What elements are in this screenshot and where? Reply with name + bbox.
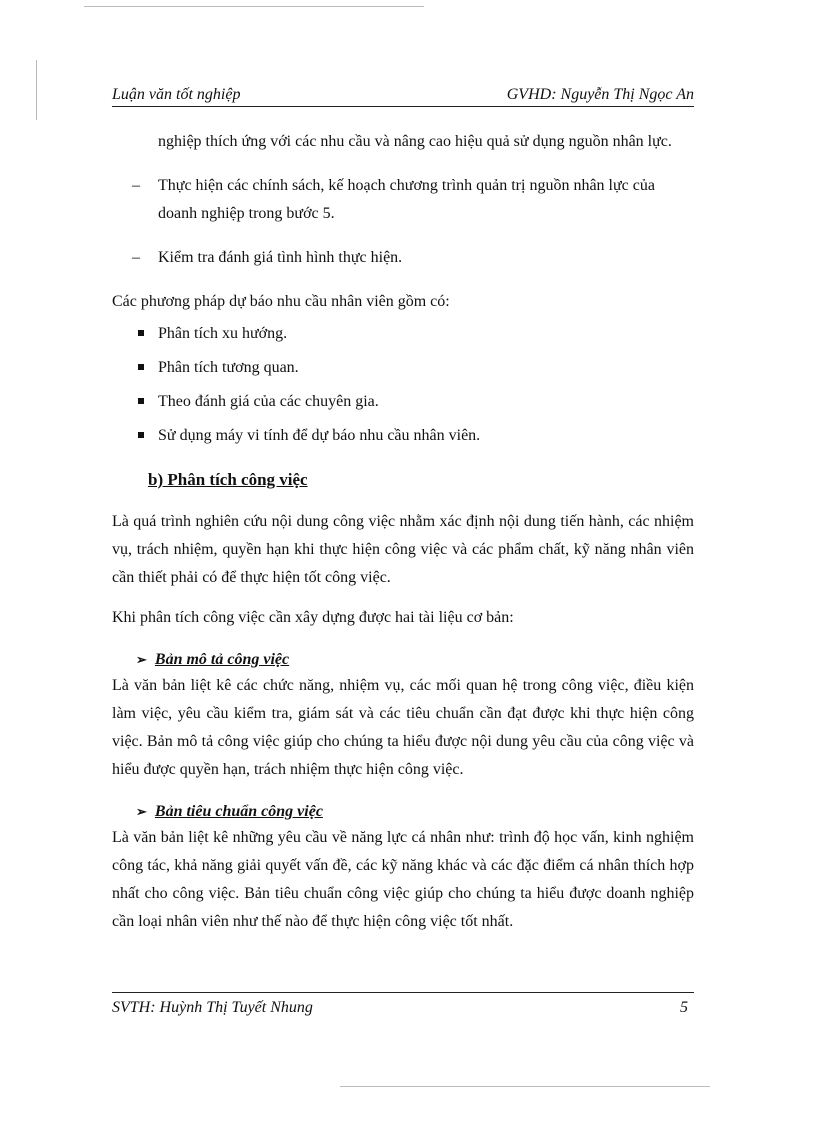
methods-intro: Các phương pháp dự báo nhu cầu nhân viên gồm có: — [112, 293, 450, 310]
list-item — [112, 320, 694, 348]
scan-artifact-left — [36, 60, 37, 120]
square-bullet-icon — [138, 432, 144, 438]
subsection-heading-text: Bản tiêu chuẩn công việc — [154, 803, 323, 820]
list-item-text: Theo đánh giá của các chuyên gia. — [158, 393, 379, 410]
section-paragraph: Khi phân tích công việc cần xây dựng được hai tài liệu cơ bản: — [112, 609, 514, 626]
subsection-heading — [112, 800, 694, 824]
list-item-text: Phân tích xu hướng. — [158, 325, 288, 342]
arrow-bullet-icon: ➢ — [136, 652, 147, 667]
page-number: 5 — [680, 999, 688, 1016]
section-heading — [112, 466, 694, 494]
subsection-heading-text: Bản mô tả công việc — [154, 651, 290, 668]
square-bullet-icon — [138, 398, 144, 404]
list-item-text: Sử dụng máy vi tính để dự báo nhu cầu nhân viên. — [158, 427, 481, 444]
header-supervisor: GVHD: Nguyễn Thị Ngọc An — [506, 86, 694, 103]
list-item — [112, 388, 694, 416]
dash-marker: – — [132, 177, 140, 194]
dash-item-text: Kiểm tra đánh giá tình hình thực hiện. — [158, 249, 403, 266]
page-footer — [112, 992, 694, 1023]
square-bullet-icon — [138, 330, 144, 336]
subsection-paragraph: Là văn bản liệt kê những yêu cầu về năng lực cá nhân như: trình độ học vấn, kinh nghiệm công tác, khả năng giải quyết vấn đề, các kỹ năng khác và các đặc điểm cá nhân thích hợp nhất cho công việc. Bản tiêu chuẩn công việc giúp cho chúng ta hiểu được doanh nghiệp cần loại nhân viên như thế nào để thực hiện công việc tốt nhất. — [112, 829, 694, 930]
section-heading-text: b) Phân tích công việc — [148, 470, 308, 489]
subsection-paragraph: Là văn bản liệt kê các chức năng, nhiệm vụ, các mối quan hệ trong công việc, điều kiện làm việc, yêu cầu kiểm tra, giám sát và các tiêu chuẩn cần đạt được khi thực hiện công việc. Bản mô tả công việc giúp cho chúng ta hiểu được nội dung yêu cầu của công việc và hiểu được quyền hạn, trách nhiệm thực hiện công việc. — [112, 677, 694, 778]
continuation-text: nghiệp thích ứng với các nhu cầu và nâng cao hiệu quả sử dụng nguồn nhân lực. — [158, 133, 672, 150]
dash-list-item — [112, 244, 694, 272]
page-header — [112, 86, 694, 107]
square-bullet-icon — [138, 364, 144, 370]
footer-student: SVTH: Huỳnh Thị Tuyết Nhung — [112, 999, 313, 1016]
scan-artifact-top — [84, 6, 424, 7]
list-item — [112, 422, 694, 450]
dash-item-text: Thực hiện các chính sách, kế hoạch chương trình quản trị nguồn nhân lực của doanh nghiệp trong bước 5. — [158, 177, 655, 222]
methods-list — [112, 320, 694, 450]
scan-artifact-bottom — [340, 1086, 710, 1087]
section-paragraph: Là quá trình nghiên cứu nội dung công việc nhằm xác định nội dung tiến hành, các nhiệm vụ, trách nhiệm, quyền hạn khi thực hiện công việc và các phẩm chất, kỹ năng nhân viên cần thiết phải có để thực hiện tốt công việc. — [112, 513, 694, 586]
subsection-heading — [112, 648, 694, 672]
dash-list-item — [112, 172, 694, 228]
header-thesis-label: Luận văn tốt nghiệp — [112, 86, 241, 103]
dash-marker: – — [132, 249, 140, 266]
page-content — [112, 128, 694, 936]
list-item-text: Phân tích tương quan. — [158, 359, 299, 376]
arrow-bullet-icon: ➢ — [136, 804, 147, 819]
list-item — [112, 354, 694, 382]
